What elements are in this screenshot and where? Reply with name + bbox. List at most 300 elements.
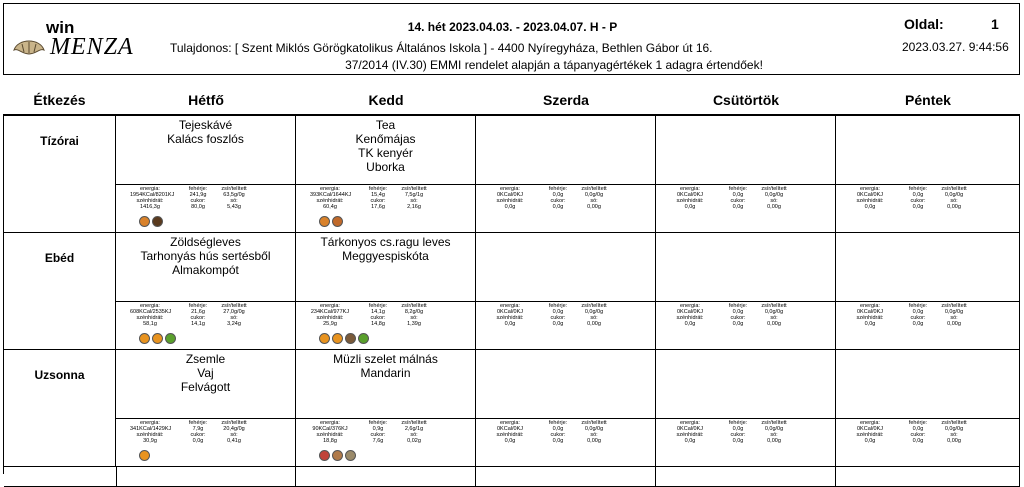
nutrient-value-sugar: 0,0g (552, 438, 564, 444)
nutrient-value-energy: 0KCal/0KJ (857, 426, 883, 432)
food-item: Tárkonyos cs.ragu leves (320, 235, 451, 249)
nutrient-label-sugar: cukor: (910, 198, 926, 204)
nutrient-value-energy: 608KCal/2535KJ (130, 309, 172, 315)
nutrient-value-sugar: 0,0g (912, 438, 924, 444)
nutrition-box (295, 418, 476, 466)
nutrition-column (754, 303, 794, 327)
nutrient-value-salt: 0,00g (767, 204, 781, 210)
milk-icon (152, 216, 163, 227)
nutrient-label-sugar: cukor: (910, 315, 926, 321)
food-list (296, 352, 475, 380)
food-item: Kenőmájas (355, 132, 416, 146)
menu-cell (116, 350, 296, 467)
nutrient-value-protein: 0,0g (912, 426, 924, 432)
nutrient-value-sugar: 14,8g (371, 321, 385, 327)
nutrition-box (295, 184, 476, 232)
nutrient-label-carb: szénhidrát: (856, 315, 884, 321)
nutrient-label-fat: zsír/telített (401, 420, 427, 426)
nutrition-column (214, 420, 254, 444)
nutrient-label-fat: zsír/telített (581, 303, 607, 309)
nutrition-column (574, 420, 614, 444)
nutrition-column (310, 186, 350, 210)
nutrient-value-fat: 7,5g/1g (404, 192, 424, 198)
nutrition-column (490, 420, 530, 444)
nutrient-label-energy: energia: (500, 186, 520, 192)
food-item: Tea (375, 118, 396, 132)
nutrient-value-salt: 0,00g (587, 204, 601, 210)
nutrition-box (835, 301, 1020, 349)
nutrient-value-energy: 0KCal/0KJ (857, 192, 883, 198)
nutrient-label-energy: energia: (140, 420, 160, 426)
nutrient-value-carb: 25,9g (323, 321, 337, 327)
nutrient-value-fat: 63,5g/0g (223, 192, 245, 198)
nutrient-value-fat: 0,0g/0g (584, 192, 604, 198)
nutrition-column (178, 303, 218, 327)
nutrient-label-salt: só: (950, 432, 958, 438)
nutrient-value-fat: 0,0g/0g (944, 192, 964, 198)
nutrition-column (754, 186, 794, 210)
egg-icon (332, 333, 343, 344)
nutrient-label-carb: szénhidrát: (316, 198, 344, 204)
food-item: Uborka (366, 160, 405, 174)
food-item: Tarhonyás hús sertésből (140, 249, 271, 263)
nutrition-column (574, 303, 614, 327)
nutrition-column (850, 186, 890, 210)
nutrient-value-sugar: 0,0g (192, 438, 204, 444)
nutrient-label-salt: só: (950, 315, 958, 321)
meal-name: Tízórai (40, 134, 79, 148)
nutrition-column (670, 420, 710, 444)
nutrition-column (934, 420, 974, 444)
nutrient-value-fat: 0,0g/0g (584, 426, 604, 432)
nutrient-label-salt: só: (230, 432, 238, 438)
nutrient-value-fat: 2,6g/1g (404, 426, 424, 432)
nutrient-value-sugar: 80,0g (191, 204, 205, 210)
food-item: Vaj (197, 366, 214, 380)
nutrient-value-carb: 0,0g (864, 321, 876, 327)
nutrient-label-sugar: cukor: (370, 432, 386, 438)
page-label: Oldal: (904, 16, 944, 32)
nutrient-value-carb: 0,0g (864, 204, 876, 210)
nutrient-label-protein: fehérje: (728, 420, 748, 426)
nutrient-value-protein: 0,0g (552, 426, 564, 432)
page-number: 1 (991, 16, 999, 32)
owner-info: Tulajdonos: [ Szent Miklós Görögkatolikus Általános Iskola ] - 4400 Nyíregyháza, Bethlen Gábor út 16. (170, 41, 713, 55)
nutrient-label-fat: zsír/telített (401, 303, 427, 309)
nutrition-box (835, 418, 1020, 466)
menu-cell (836, 350, 1020, 467)
column-header-day-1: Kedd (368, 92, 404, 108)
nutrient-label-protein: fehérje: (368, 420, 388, 426)
nutrient-value-fat: 8,2g/0g (404, 309, 424, 315)
gluten-icon (319, 216, 330, 227)
nutrient-label-carb: szénhidrát: (136, 198, 164, 204)
nutrient-value-sugar: 0,0g (912, 321, 924, 327)
next-row-cell (296, 467, 476, 487)
nutrient-value-salt: 0,00g (947, 204, 961, 210)
nutrition-column (718, 420, 758, 444)
nutrient-value-carb: 1416,3g (140, 204, 160, 210)
nutrient-label-energy: energia: (500, 303, 520, 309)
gluten-icon (139, 450, 150, 461)
nutrient-value-protein: 7,9g (192, 426, 204, 432)
nutrient-value-sugar: 14,1g (191, 321, 205, 327)
food-item: Meggyespiskóta (342, 249, 429, 263)
nutrition-column (214, 186, 254, 210)
nutrient-value-protein: 0,0g (912, 192, 924, 198)
nutrient-value-energy: 234KCal/977KJ (310, 309, 350, 315)
nutrient-value-salt: 0,00g (947, 321, 961, 327)
nutrient-label-protein: fehérje: (728, 303, 748, 309)
nutrient-value-sugar: 0,0g (912, 204, 924, 210)
nutrient-label-protein: fehérje: (368, 303, 388, 309)
meal-row-label-cell (4, 350, 116, 467)
menu-cell (476, 116, 656, 233)
menu-cell (656, 350, 836, 467)
food-item: Felvágott (180, 380, 231, 394)
nutrient-value-sugar: 0,0g (732, 321, 744, 327)
croissant-icon (12, 36, 46, 58)
nutrient-value-energy: 393KCal/1644KJ (310, 192, 352, 198)
nutrient-label-energy: energia: (860, 186, 880, 192)
nutrient-label-sugar: cukor: (730, 198, 746, 204)
food-item: Zöldségleves (170, 235, 241, 249)
sesame-icon (345, 450, 356, 461)
egg-icon (152, 333, 163, 344)
nutrient-label-fat: zsír/telített (941, 186, 967, 192)
nutrient-value-energy: 0KCal/0KJ (677, 309, 703, 315)
nutrient-label-fat: zsír/telített (401, 186, 427, 192)
nutrient-label-fat: zsír/telített (581, 420, 607, 426)
nutrient-label-protein: fehérje: (188, 303, 208, 309)
nutrition-box (115, 418, 296, 466)
nutrient-label-protein: fehérje: (368, 186, 388, 192)
nutrient-label-energy: energia: (860, 420, 880, 426)
nutrition-box (655, 184, 836, 232)
nutrition-column (178, 420, 218, 444)
menu-table (3, 114, 1020, 474)
nutrition-column (310, 303, 350, 327)
allergen-icons (139, 450, 150, 461)
nutrient-label-sugar: cukor: (730, 315, 746, 321)
nutrient-label-salt: só: (410, 198, 418, 204)
nutrient-label-salt: só: (230, 315, 238, 321)
nutrient-value-salt: 0,02g (407, 438, 421, 444)
nutrient-label-salt: só: (950, 198, 958, 204)
nutrient-value-salt: 5,43g (227, 204, 241, 210)
nutrient-label-protein: fehérje: (548, 303, 568, 309)
nutrient-value-protein: 0,0g (732, 309, 744, 315)
nutrition-column (574, 186, 614, 210)
nutrition-column (394, 186, 434, 210)
nutrient-label-salt: só: (770, 198, 778, 204)
nutrient-value-fat: 0,0g/0g (944, 426, 964, 432)
nutrient-label-carb: szénhidrát: (856, 198, 884, 204)
menu-cell (116, 116, 296, 233)
nutrient-value-fat: 0,0g/0g (764, 426, 784, 432)
nutrient-label-sugar: cukor: (550, 315, 566, 321)
nutrition-column (754, 420, 794, 444)
menu-cell (296, 116, 476, 233)
egg-icon (332, 216, 343, 227)
milk-icon (345, 333, 356, 344)
nutrient-label-salt: só: (410, 432, 418, 438)
meal-name: Uzsonna (34, 368, 85, 382)
nutrient-label-protein: fehérje: (908, 303, 928, 309)
nutrition-column (538, 420, 578, 444)
nutrient-value-salt: 2,16g (407, 204, 421, 210)
nutrient-label-carb: szénhidrát: (136, 315, 164, 321)
allergen-icons (319, 333, 369, 344)
next-row-cell (4, 467, 117, 487)
menu-cell (296, 350, 476, 467)
report-header (3, 3, 1020, 75)
nutrition-column (934, 186, 974, 210)
nutrient-label-fat: zsír/telített (221, 303, 247, 309)
nutrient-value-protein: 0,0g (732, 192, 744, 198)
nutrient-label-protein: fehérje: (188, 420, 208, 426)
nutrient-value-salt: 0,00g (587, 321, 601, 327)
nutrition-column (490, 186, 530, 210)
nutrition-column (214, 303, 254, 327)
nutrition-box (655, 301, 836, 349)
nutrient-value-protein: 15,4g (371, 192, 385, 198)
nutrient-label-energy: energia: (320, 303, 340, 309)
column-header-day-0: Hétfő (188, 92, 224, 108)
next-row-cell (656, 467, 836, 487)
food-list (296, 235, 475, 263)
nutrition-box (115, 301, 296, 349)
nutrition-box (475, 184, 656, 232)
nutrition-column (670, 303, 710, 327)
nutrient-value-fat: 0,0g/0g (584, 309, 604, 315)
nuts-icon (319, 450, 330, 461)
print-datetime: 2023.03.27. 9:44:56 (902, 40, 1009, 54)
column-header-day-3: Csütörtök (712, 92, 780, 108)
nutrition-box (655, 418, 836, 466)
nutrient-value-energy: 0KCal/0KJ (497, 426, 523, 432)
nutrient-value-salt: 0,00g (587, 438, 601, 444)
menu-cell (656, 116, 836, 233)
nutrition-column (394, 420, 434, 444)
nutrient-label-energy: energia: (680, 420, 700, 426)
nutrient-value-sugar: 0,0g (552, 321, 564, 327)
meal-row-label-cell (4, 116, 116, 233)
nutrient-label-sugar: cukor: (370, 315, 386, 321)
nutrient-value-protein: 21,6g (191, 309, 205, 315)
nutrient-label-salt: só: (230, 198, 238, 204)
nutrient-value-carb: 0,0g (864, 438, 876, 444)
nutrient-label-sugar: cukor: (190, 315, 206, 321)
nutrient-label-salt: só: (590, 432, 598, 438)
nutrition-column (898, 303, 938, 327)
nutrient-value-carb: 60,4g (323, 204, 337, 210)
nutrient-value-energy: 1954KCal/8201KJ (130, 192, 175, 198)
nutrient-value-sugar: 0,0g (732, 204, 744, 210)
allergen-icons (319, 450, 356, 461)
celery-icon (165, 333, 176, 344)
allergen-icons (139, 333, 176, 344)
food-item: Zsemle (185, 352, 226, 366)
nutrient-value-fat: 0,0g/0g (764, 192, 784, 198)
nutrition-column (670, 186, 710, 210)
food-list (296, 118, 475, 174)
nutrition-column (358, 186, 398, 210)
nutrition-column (358, 303, 398, 327)
nutrient-label-sugar: cukor: (190, 198, 206, 204)
nutrition-box (115, 184, 296, 232)
nutrient-label-fat: zsír/telített (221, 420, 247, 426)
nutrient-label-fat: zsír/telített (581, 186, 607, 192)
gluten-icon (139, 216, 150, 227)
nutrition-column (898, 186, 938, 210)
food-item: Mandarin (360, 366, 411, 380)
nutrition-column (130, 303, 170, 327)
nutrient-value-energy: 0KCal/0KJ (497, 309, 523, 315)
column-header-day-2: Szerda (543, 92, 589, 108)
nutrient-label-sugar: cukor: (190, 432, 206, 438)
food-list (116, 118, 295, 146)
meal-name: Ebéd (44, 251, 75, 265)
allergen-icons (139, 216, 163, 227)
nutrient-label-carb: szénhidrát: (496, 432, 524, 438)
week-range: 14. hét 2023.04.03. - 2023.04.07. H - P (407, 20, 618, 34)
menu-cell (836, 116, 1020, 233)
nutrition-column (394, 303, 434, 327)
nutrient-value-salt: 0,00g (947, 438, 961, 444)
column-header-meal: Étkezés (33, 92, 86, 108)
nutrient-label-fat: zsír/telített (761, 186, 787, 192)
nutrient-value-carb: 0,0g (684, 438, 696, 444)
nutrient-value-protein: 0,0g (552, 192, 564, 198)
nutrient-label-protein: fehérje: (548, 186, 568, 192)
nutrition-box (295, 301, 476, 349)
celery-icon (358, 333, 369, 344)
nutrient-label-sugar: cukor: (370, 198, 386, 204)
regulation-note: 37/2014 (IV.30) EMMI rendelet alapján a tápanyagértékek 1 adagra értendőek! (345, 58, 763, 72)
nutrient-label-protein: fehérje: (908, 420, 928, 426)
nutrition-column (358, 420, 398, 444)
nutrient-label-protein: fehérje: (548, 420, 568, 426)
menu-cell (476, 233, 656, 350)
food-item: Tejeskávé (178, 118, 233, 132)
nutrient-label-energy: energia: (680, 186, 700, 192)
nutrient-label-carb: szénhidrát: (676, 198, 704, 204)
nutrient-value-fat: 0,0g/0g (944, 309, 964, 315)
food-item: Kalács foszlós (167, 132, 244, 146)
nutrient-label-carb: szénhidrát: (496, 315, 524, 321)
nutrient-value-protein: 0,0g (552, 309, 564, 315)
column-header-day-4: Péntek (905, 92, 951, 108)
nutrient-value-carb: 0,0g (504, 438, 516, 444)
nutrient-value-carb: 0,0g (684, 204, 696, 210)
nutrient-label-protein: fehérje: (188, 186, 208, 192)
nutrient-value-carb: 58,1g (143, 321, 157, 327)
nutrient-value-protein: 0,9g (372, 426, 384, 432)
nutrient-label-salt: só: (770, 315, 778, 321)
nutrient-value-sugar: 0,0g (732, 438, 744, 444)
nutrient-value-energy: 0KCal/0KJ (497, 192, 523, 198)
logo-menza-text: MENZA (50, 34, 134, 60)
nutrition-column (850, 420, 890, 444)
nutrient-value-fat: 0,0g/0g (764, 309, 784, 315)
nutrition-box (475, 301, 656, 349)
nutrient-label-energy: energia: (140, 186, 160, 192)
nutrient-value-energy: 0KCal/0KJ (677, 192, 703, 198)
nutrient-label-salt: só: (590, 315, 598, 321)
nutrient-label-energy: energia: (320, 186, 340, 192)
nutrient-label-energy: energia: (500, 420, 520, 426)
nutrient-value-salt: 0,41g (227, 438, 241, 444)
nutrient-value-carb: 0,0g (504, 321, 516, 327)
nutrient-value-salt: 3,24g (227, 321, 241, 327)
nutrition-column (850, 303, 890, 327)
nutrient-value-carb: 0,0g (504, 204, 516, 210)
peanut-icon (332, 450, 343, 461)
menu-cell (836, 233, 1020, 350)
allergen-icons (319, 216, 343, 227)
nutrition-column (898, 420, 938, 444)
nutrient-value-sugar: 7,6g (372, 438, 384, 444)
nutrition-column (538, 303, 578, 327)
nutrition-column (178, 186, 218, 210)
next-row-cell (476, 467, 656, 487)
nutrition-column (934, 303, 974, 327)
nutrient-label-energy: energia: (140, 303, 160, 309)
nutrition-column (718, 303, 758, 327)
nutrient-label-carb: szénhidrát: (136, 432, 164, 438)
nutrient-value-energy: 341KCal/1429KJ (130, 426, 172, 432)
nutrient-value-carb: 0,0g (684, 321, 696, 327)
logo-win-text: win (46, 18, 75, 37)
nutrient-label-fat: zsír/telített (221, 186, 247, 192)
nutrition-column (490, 303, 530, 327)
nutrient-value-protein: 0,0g (912, 309, 924, 315)
nutrient-label-energy: energia: (860, 303, 880, 309)
nutrient-value-fat: 27,0g/0g (223, 309, 245, 315)
nutrient-value-fat: 20,4g/0g (223, 426, 245, 432)
nutrient-label-carb: szénhidrát: (676, 315, 704, 321)
nutrient-label-sugar: cukor: (910, 432, 926, 438)
nutrient-label-energy: energia: (680, 303, 700, 309)
nutrient-value-protein: 241,9g (189, 192, 207, 198)
menu-cell (116, 233, 296, 350)
nutrient-label-sugar: cukor: (730, 432, 746, 438)
meal-row-label-cell (4, 233, 116, 350)
nutrient-value-protein: 0,0g (732, 426, 744, 432)
nutrient-value-salt: 1,39g (407, 321, 421, 327)
nutrient-value-sugar: 17,6g (371, 204, 385, 210)
nutrient-label-carb: szénhidrát: (676, 432, 704, 438)
nutrition-column (718, 186, 758, 210)
nutrient-value-salt: 0,00g (767, 321, 781, 327)
menu-cell (296, 233, 476, 350)
nutrient-label-carb: szénhidrát: (856, 432, 884, 438)
nutrition-column (538, 186, 578, 210)
food-list (116, 352, 295, 394)
menu-cell (476, 350, 656, 467)
nutrient-label-fat: zsír/telített (761, 303, 787, 309)
nutrient-value-energy: 0KCal/0KJ (857, 309, 883, 315)
nutrient-value-salt: 0,00g (767, 438, 781, 444)
nutrient-label-fat: zsír/telített (941, 420, 967, 426)
nutrient-value-energy: 90KCal/376KJ (312, 426, 348, 432)
nutrient-value-carb: 18,8g (323, 438, 337, 444)
nutrition-column (310, 420, 350, 444)
nutrient-label-carb: szénhidrát: (316, 432, 344, 438)
nutrient-value-carb: 30,9g (143, 438, 157, 444)
next-row-cell (116, 467, 296, 487)
